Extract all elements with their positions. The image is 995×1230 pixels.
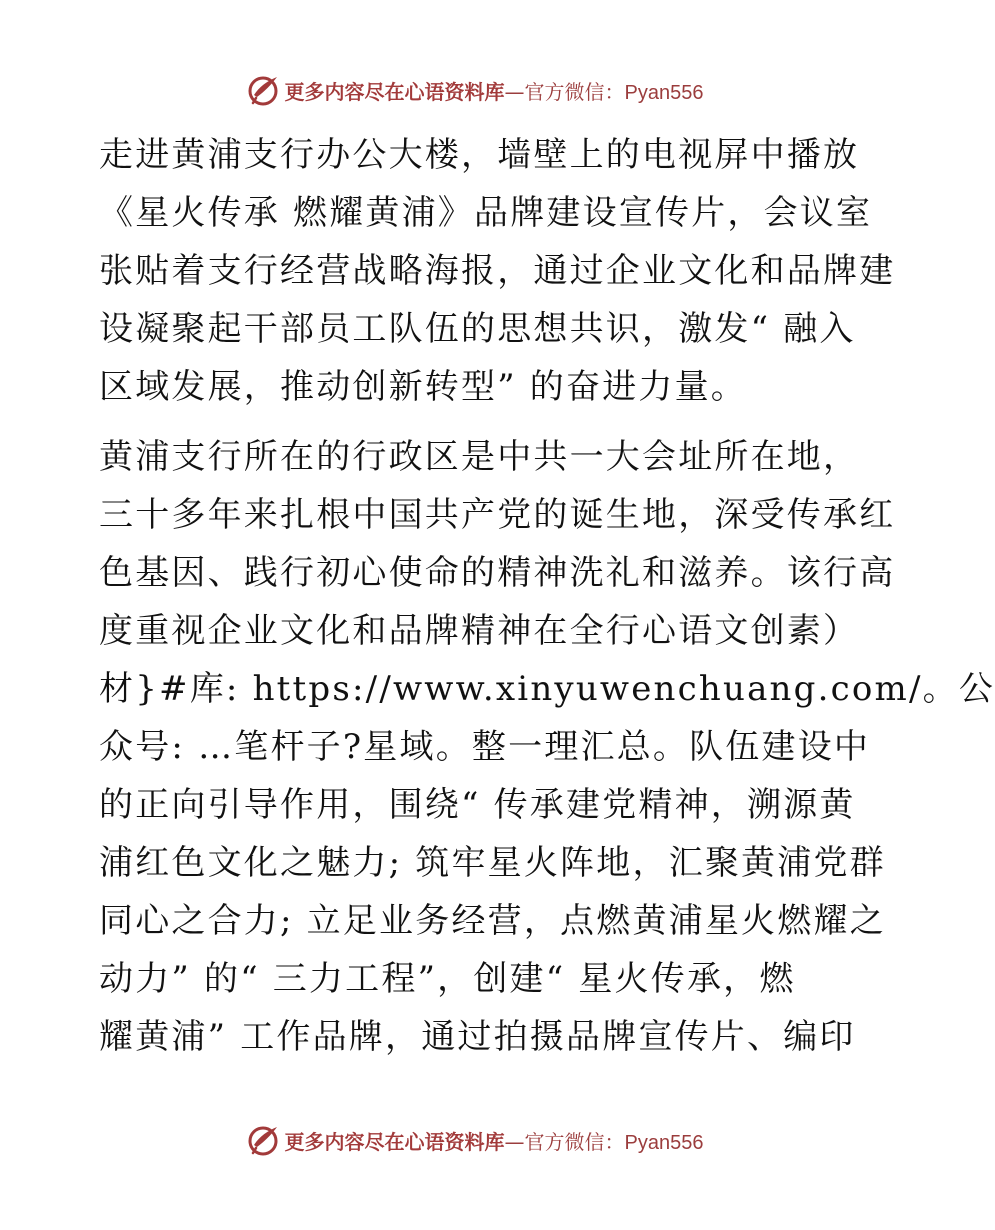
- text-line: 区域发展，推动创新转型” 的奋进力量。: [99, 367, 747, 407]
- paragraph: [99, 126, 896, 416]
- text-line: 度重视企业文化和品牌精神在全行心语文创素）: [99, 611, 860, 651]
- quill-logo-icon: [247, 1123, 281, 1157]
- text-line: 《星火传承 燃耀黄浦》品牌建设宣传片，会议室: [99, 193, 873, 233]
- paragraph: [99, 428, 995, 1066]
- watermark-header: [0, 70, 950, 110]
- text-line: 三十多年来扎根中国共产党的诞生地，深受传承红: [99, 495, 896, 535]
- watermark-sub: 官方微信：: [524, 1129, 625, 1154]
- text-line: 耀黄浦” 工作品牌，通过拍摄品牌宣传片、编印: [99, 1017, 856, 1057]
- document-body: [99, 126, 995, 1066]
- text-line: 众号: …笔杆子?星域。整一理汇总。队伍建设中: [99, 727, 871, 767]
- watermark-id: Pyan556: [624, 81, 704, 104]
- text-line: 同心之合力; 立足业务经营，点燃黄浦星火燃耀之: [99, 901, 886, 941]
- text-line: 的正向引导作用，围绕“ 传承建党精神，溯源黄: [99, 785, 856, 825]
- watermark-dash: —: [504, 79, 525, 104]
- text-line: 材}#库: https://www.xinyuwenchuang.com/。公: [99, 669, 995, 709]
- watermark-footer: [0, 1120, 950, 1160]
- text-line: 设凝聚起干部员工队伍的思想共识，激发“ 融入: [99, 309, 856, 349]
- watermark-main: 更多内容尽在心语资料库: [284, 1129, 505, 1154]
- watermark-text: [285, 1126, 704, 1155]
- watermark-sub: 官方微信：: [524, 79, 625, 104]
- text-line: 张贴着支行经营战略海报，通过企业文化和品牌建: [99, 251, 896, 291]
- text-line: 浦红色文化之魅力; 筑牢星火阵地，汇聚黄浦党群: [99, 843, 886, 883]
- text-line: 黄浦支行所在的行政区是中共一大会址所在地，: [99, 437, 860, 477]
- watermark-main: 更多内容尽在心语资料库: [284, 79, 505, 104]
- watermark-id: Pyan556: [624, 1131, 704, 1154]
- paragraph-gap: [99, 416, 859, 428]
- watermark-text: [285, 76, 704, 105]
- text-line: 走进黄浦支行办公大楼，墙壁上的电视屏中播放: [99, 135, 860, 175]
- text-line: 动力” 的“ 三力工程”，创建“ 星火传承，燃: [99, 959, 796, 999]
- text-line: 色基因、践行初心使命的精神洗礼和滋养。该行高: [99, 553, 896, 593]
- quill-logo-icon: [247, 73, 281, 107]
- watermark-dash: —: [504, 1129, 525, 1154]
